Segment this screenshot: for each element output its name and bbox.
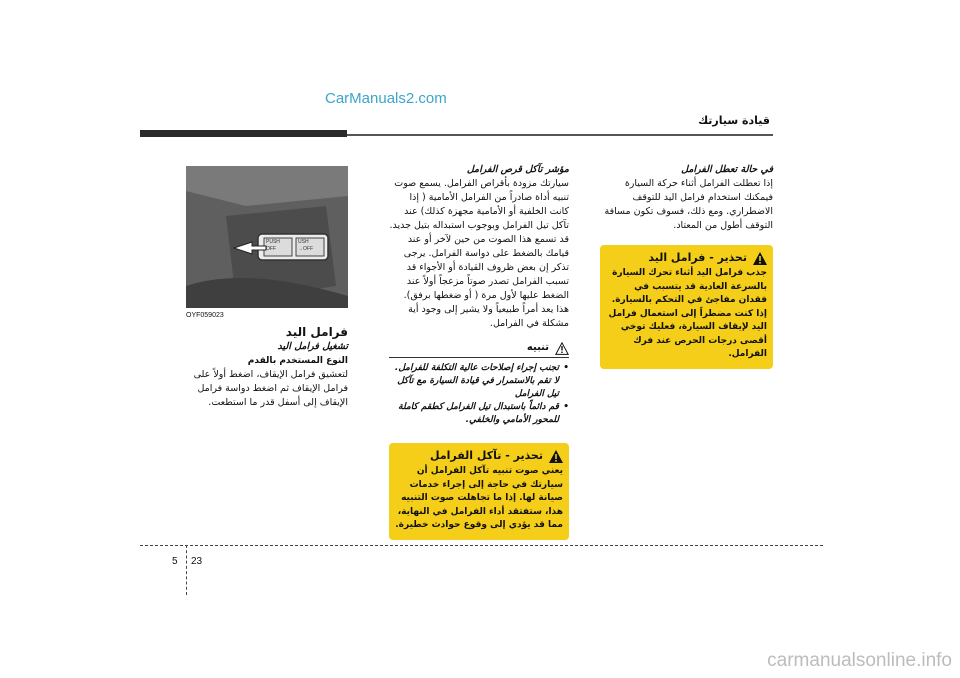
footer-vertical-divider [186,545,187,595]
photo-caption: OYF059023 [186,312,224,319]
middle-column [389,163,569,540]
note-list [389,362,569,427]
warning-box [600,245,773,369]
note-heading [389,341,569,355]
warning-icon [753,252,767,265]
warning-icon [549,450,563,463]
watermark-top: CarManuals2.com [325,90,447,107]
caution-icon [555,342,569,355]
button-label-right: USH →OFF [298,239,313,252]
warning-title-text: تحذير - تآكل الفرامل [430,449,543,462]
parking-brake-illustration [186,166,348,308]
warning-box [389,443,569,540]
section-heading: مؤشر تآكل قرص الفرامل [466,164,569,175]
list-item: • تجنب إجراء إصلاحات عالية التكلفة للفرامل. لا تقم بالاستمرار في قيادة السيارة مع تآكل تيل الفرامل [389,362,569,401]
list-item: • قم دائماً باستبدال تيل الفرامل كطقم كاملة للمحور الأمامي والخلفي. [389,401,569,427]
section-heading: في حالة تعطل الفرامل [681,164,773,175]
note-divider [389,357,569,358]
warning-body: يعني صوت تنبيه تآكل الفرامل أن سيارتك في حاجة إلى إجراء خدمات صيانة لها. إذا ما تجاهلت صوت التنبيه هذا، ستفتقد أداء الفرامل في النهاية، مما قد يؤدي إلى وقوع حوادث خطيرة. [395,466,563,530]
button-label-left: PUSH OFF [266,239,280,252]
right-column [600,163,773,369]
section-number: 5 [172,556,178,567]
page-number: 23 [191,556,203,567]
section-title: فرامل اليد [285,325,348,339]
warning-title [606,251,767,265]
note-title: تنبيه [526,342,549,353]
warning-title [395,449,563,463]
parking-brake-photo [186,166,348,308]
warning-body: جذب فرامل اليد أثناء تحرك السيارة بالسرعة العادية قد يتسبب في فقدان مفاجئ في التحكم بالسيارة. إذا كنت مضطراً إلى استعمال فرامل اليد لإيقاف السيارة، فعليك توخي أقصى درجات الحرص عند فرك الفرامل. [608,268,767,359]
left-column [186,324,348,410]
note-box [389,341,569,427]
watermark-bottom: carmanualsonline.info [767,650,952,671]
body-text: إذا تعطلت الفرامل أثناء حركة السيارة فيمكنك استخدام فرامل اليد للتوقف الاضطراري. ومع ذلك، فسوف تكون مسافة التوقف أطول من المعتاد. [604,178,773,231]
footer-divider [140,545,823,546]
warning-title-text: تحذير - فرامل اليد [648,251,747,264]
subsection-subtitle: النوع المستخدم بالقدم [247,356,348,366]
page-header-title: قيادة سيارتك [698,114,770,127]
body-text: سيارتك مزودة بأقراص الفرامل. يسمع صوت تنبيه أداة صادراً من الفرامل الأمامية ( إذا كانت الخلفية أو الأمامية مجهزة كذلك) عند تآكل تيل الفرامل وبوجوب استبداله بتيل جديد. قد تسمع هذا الصوت من حين لآخر أو عند قيامك بالضغط على دواسة الفرامل. يرجى تذكر إن بعض ظروف القيادة أو الأجواء قد تسبب الفرامل تصدر صوتاً مزعجاً أولاً عند الضغط عليها لأول مرة ( أو ضغطها برفق). هذا يعد أمراً طبيعياً ولا يشير إلى وجود أية مشكلة في الفرامل. [389,178,569,329]
body-text: لتعشيق فرامل الإيقاف، اضغط أولاً على فرامل الإيقاف ثم اضغط دواسة فرامل الإيقاف إلى أسفل قدر ما استطعت. [193,369,348,408]
header-bar [140,130,347,137]
subsection-title: تشغيل فرامل اليد [277,341,348,352]
